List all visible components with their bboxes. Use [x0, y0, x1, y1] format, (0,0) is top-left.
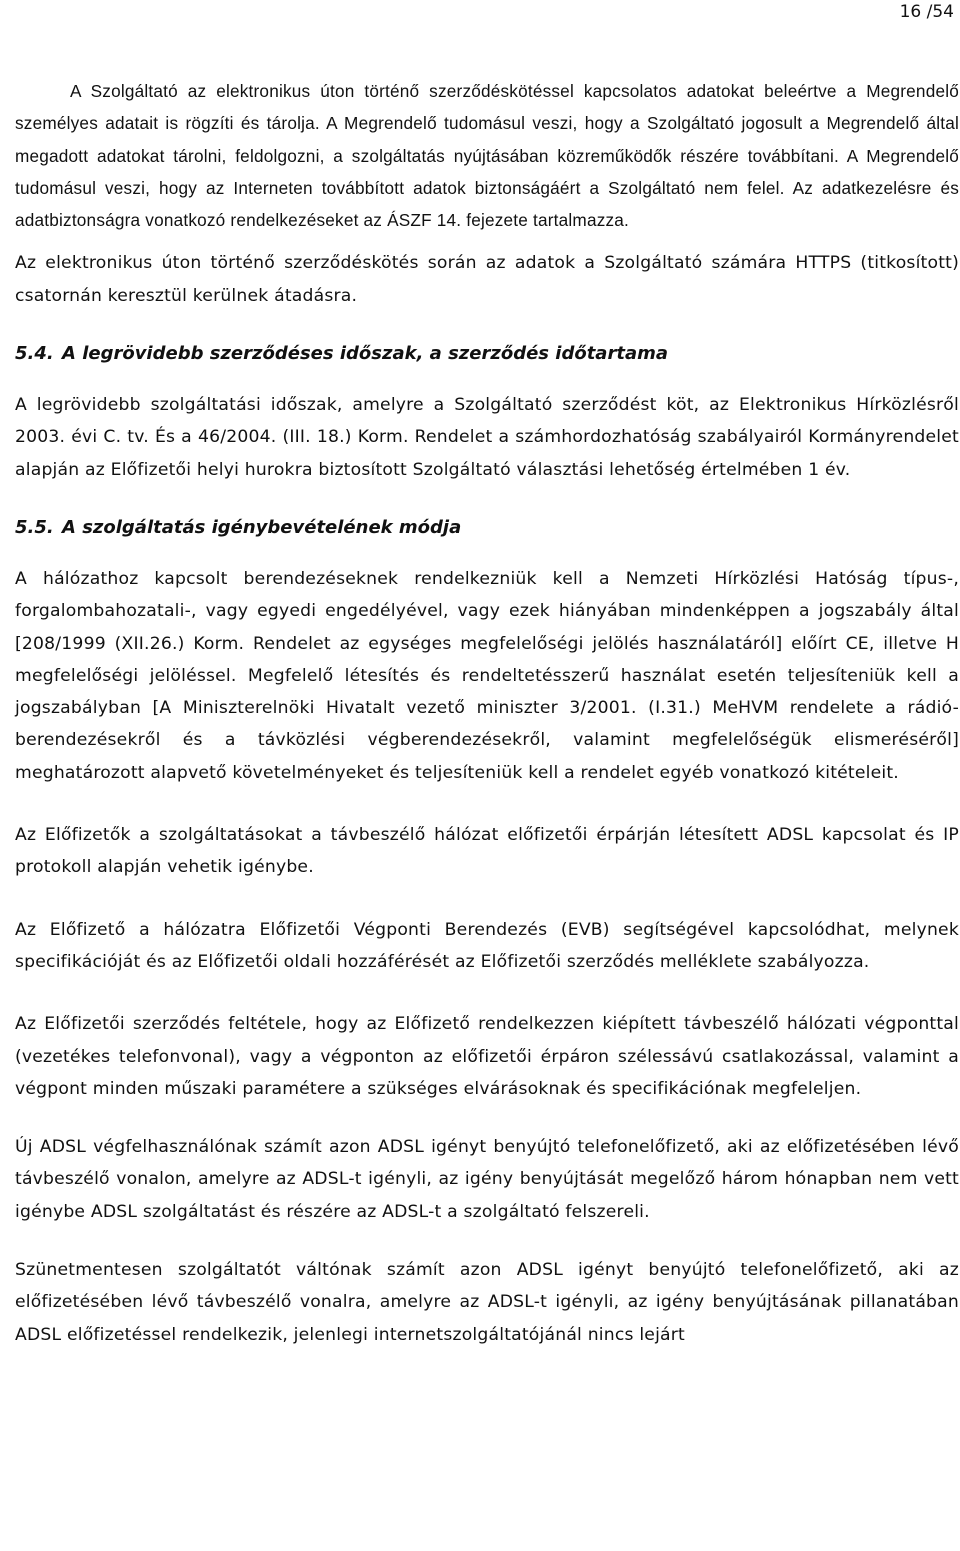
section-number: 5.4. [15, 343, 54, 365]
paragraph-new-adsl-user: Új ADSL végfelhasználónak számít azon ADSL igényt benyújtó telefonelőfizető, aki az előfizetésében lévő távbeszélő vonalon, amelyre az ADSL-t igényli, az igény benyújtását megelőző három hónapban nem vett igénybe ADSL szolgáltatást és részére az ADSL-t a szolgáltató felszereli. [15, 1137, 959, 1222]
section-heading-5-4 [15, 338, 959, 370]
section-number: 5.5. [15, 516, 54, 538]
paragraph-https-transfer: Az elektronikus úton történő szerződéskötés során az adatok a Szolgáltató számára HTTPS (titkosított) csatornán keresztül kerülnek átadásra. [15, 253, 959, 306]
section-title: A legrövidebb szerződéses időszak, a szerződés időtartama [62, 343, 668, 365]
section-title: A szolgáltatás igénybevételének módja [62, 516, 462, 538]
document-body [15, 75, 959, 1351]
paragraph-data-storage: A Szolgáltató az elektronikus úton történő szerződéskötéssel kapcsolatos adatokat beleértve a Megrendelő személyes adatait is rögzíti és tárolja. A Megrendelő tudomásul veszi, hogy a Szolgáltató jogosult a Megrendelő által megadott adatokat tárolni, feldolgozni, a szolgáltatás nyújtásában közreműködők részére továbbítani. A Megrendelő tudomásul veszi, hogy az Interneten továbbított adatok biztonságáért a Szolgáltató nem felel. Az adatkezelésre és adatbiztonságra vonatkozó rendelkezéseket az ÁSZF 14. fejezete tartalmazza. [15, 81, 959, 231]
section-heading-5-5 [15, 512, 959, 544]
paragraph-equipment-requirements: A hálózathoz kapcsolt berendezéseknek rendelkezniük kell a Nemzeti Hírközlési Hatóság típus-, forgalombahozatali-, vagy egyedi engedélyével, vagy ezek hiányában mindenképpen a jogszabály által [208/1999 (XII.26.) Korm. Rendelet az egységes megfelelőségi jelölés használatáról] előírt CE, illetve H megfelelőségi jelöléssel. Megfelelő létesítés és rendeltetésszerű használat esetén teljesíteniük kell a jogszabályban [A Miniszterelnöki Hivatalt vezető miniszter 3/2001. (I.31.) MeHVM rendelete a rádió-berendezésekről és a távközlési végberendezésekről, valamint megfelelőségük elismeréséről] meghatározott alapvető követelményeket és teljesíteniük kell a rendelet egyéb vonatkozó kitételeit. [15, 568, 959, 783]
page-number: 16 /54 [899, 2, 954, 22]
paragraph-minimum-term: A legrövidebb szolgáltatási időszak, amelyre a Szolgáltató szerződést köt, az Elektronikus Hírközlésről 2003. évi C. tv. És a 46/2004. (III. 18.) Korm. Rendelet a számhordozhatóság szabályairól Kormányrendelet alapján az Előfizetői helyi hurokra biztosított Szolgáltató választási lehetőség értelmében 1 év. [15, 395, 959, 480]
paragraph-evb-connection: Az Előfizető a hálózatra Előfizetői Végponti Berendezés (EVB) segítségével kapcsolódhat, melynek specifikációját és az Előfizetői oldali hozzáférését az Előfizetői szerződés melléklete szabályozza. [15, 919, 959, 972]
paragraph-subscriber-conditions: Az Előfizetői szerződés feltétele, hogy az Előfizető rendelkezzen kiépített távbeszélő hálózati végponttal (vezetékes telefonvonal), vagy a végponton az előfizetői érpáron szélessávú csatlakozással, valamint a végpont minden műszaki paramétere a szükséges elvárásoknak és specifikációnak megfeleljen. [15, 1014, 959, 1099]
paragraph-provider-switch: Szünetmentesen szolgáltatót váltónak számít azon ADSL igényt benyújtó telefonelőfizető, aki az előfizetésében lévő távbeszélő vonalra, amelyre az ADSL-t igényli, az igény benyújtásának pillanatában ADSL előfizetéssel rendelkezik, jelenlegi internetszolgáltatójánál nincs lejárt [15, 1260, 959, 1345]
paragraph-adsl-access: Az Előfizetők a szolgáltatásokat a távbeszélő hálózat előfizetői érpárján létesített ADSL kapcsolat és IP protokoll alapján vehetik igénybe. [15, 825, 959, 878]
